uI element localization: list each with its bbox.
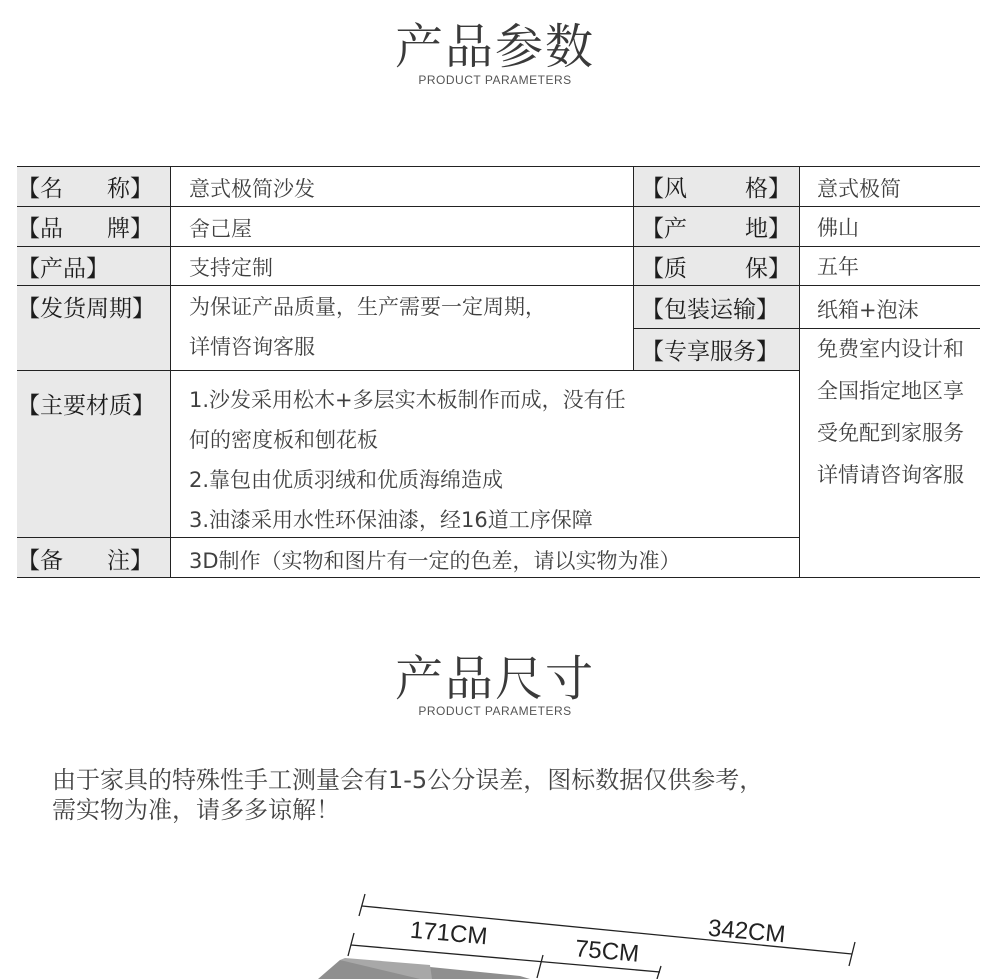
label-cell-delivery: [17, 286, 170, 370]
border-top: [17, 166, 980, 167]
label-warranty-b: 保】: [745, 255, 791, 282]
value-material: [189, 380, 626, 540]
label-cell-material: [17, 371, 170, 537]
value-remark: 3D制作（实物和图片有一定的色差，请以实物为准）: [189, 549, 681, 573]
border-row1: [17, 206, 980, 207]
section-subtitle-params: PRODUCT PARAMETERS: [418, 73, 572, 87]
dim-label-75: 75CM: [573, 935, 641, 968]
label-delivery: 【发货周期】: [17, 295, 155, 322]
section-subtitle-size: PRODUCT PARAMETERS: [418, 704, 572, 718]
label-style-b: 格】: [745, 175, 791, 202]
label-warranty-a: 【质: [641, 255, 687, 282]
value-origin: 佛山: [817, 216, 859, 240]
value-packing: 纸箱+泡沫: [817, 298, 919, 322]
dim-label-342: 342CM: [707, 914, 787, 949]
border-packing: [633, 328, 980, 329]
label-cell-origin: [633, 207, 799, 246]
value-delivery-1: 为保证产品质量，生产需要一定周期，: [189, 295, 546, 319]
label-product: 【产品】: [17, 255, 109, 282]
value-delivery-2: 详情咨询客服: [189, 335, 315, 359]
label-cell-brand: [17, 207, 170, 246]
label-remark-a: 【备: [17, 547, 63, 574]
dim-label-171: 171CM: [409, 916, 489, 951]
label-name-b: 称】: [107, 175, 153, 202]
label-cell-service: [633, 329, 799, 370]
label-brand-a: 【品: [17, 216, 63, 242]
note-line-2: 需实物为准，请多多谅解！: [52, 796, 340, 824]
label-service: 【专享服务】: [641, 339, 779, 365]
section-title-params: 产品参数: [394, 19, 595, 75]
label-name-a: 【名: [17, 175, 63, 202]
value-material-4: 3.油漆采用水性环保油漆，经16道工序保障: [189, 508, 593, 532]
border-col3: [799, 166, 800, 578]
label-packing: 【包装运输】: [641, 296, 779, 323]
label-cell-packing: [633, 286, 799, 328]
measurement-note: [52, 765, 763, 825]
border-row2: [17, 246, 980, 247]
border-col1: [170, 166, 171, 578]
label-cell-style: [633, 166, 799, 206]
border-row4: [17, 370, 800, 371]
value-brand: 舍己屋: [189, 217, 252, 241]
label-remark-b: 注】: [107, 547, 153, 574]
border-bottom: [17, 577, 980, 578]
label-origin-b: 地】: [745, 216, 791, 242]
border-col2: [633, 166, 634, 371]
value-service: [817, 328, 964, 496]
dim-tick-75-right: [657, 966, 661, 979]
label-cell-warranty: [633, 247, 799, 285]
value-material-2: 何的密度板和刨花板: [189, 428, 378, 452]
border-row5: [17, 537, 800, 538]
value-service-4: 详情请咨询客服: [817, 463, 964, 487]
dim-tick-171-right: [537, 955, 543, 978]
label-brand-b: 牌】: [107, 216, 153, 242]
value-service-1: 免费室内设计和: [817, 337, 964, 361]
value-service-3: 受免配到家服务: [817, 421, 964, 445]
label-origin-a: 【产: [641, 216, 687, 242]
value-warranty: 五年: [817, 255, 859, 279]
border-row3: [17, 285, 980, 286]
value-product: 支持定制: [189, 256, 273, 280]
value-material-1: 1.沙发采用松木+多层实木板制作而成，没有任: [189, 388, 626, 412]
sofa-dimension-drawing: [0, 890, 990, 979]
label-cell-name: [17, 166, 170, 206]
note-line-1: 由于家具的特殊性手工测量会有1-5公分误差，图标数据仅供参考，: [52, 766, 764, 794]
label-cell-product: [17, 247, 170, 285]
params-table: [17, 166, 980, 578]
value-name: 意式极简沙发: [189, 177, 315, 201]
value-style: 意式极简: [817, 177, 901, 201]
value-service-2: 全国指定地区享: [817, 379, 964, 403]
right-value-column: [817, 166, 990, 578]
label-cell-remark: [17, 538, 170, 578]
label-material: 【主要材质】: [17, 392, 155, 419]
value-material-3: 2.靠包由优质羽绒和优质海绵造成: [189, 468, 504, 492]
dim-tick-342-left: [359, 894, 365, 916]
dim-tick-171-left: [348, 933, 354, 956]
section-title-size: 产品尺寸: [394, 651, 595, 707]
label-style-a: 【风: [641, 175, 687, 202]
